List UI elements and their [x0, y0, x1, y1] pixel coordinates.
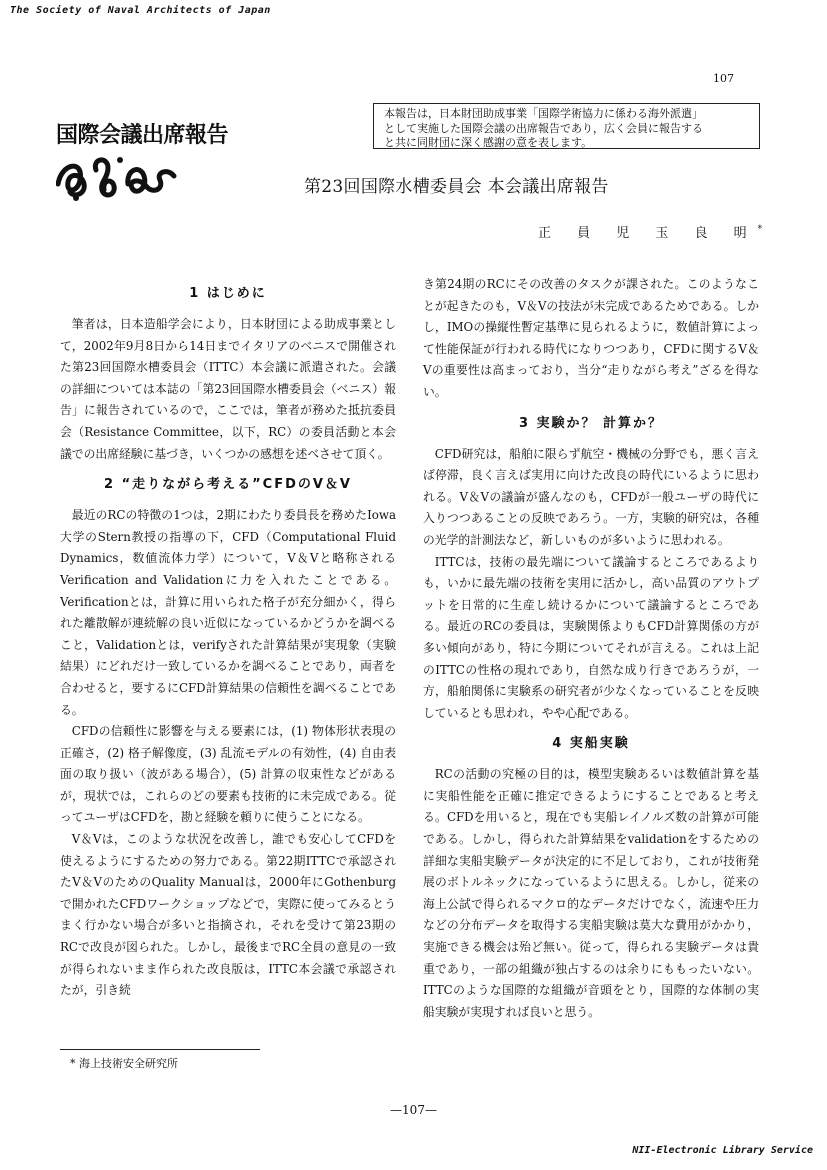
notice-line: として実施した国際会議の出席報告であり，広く会員に報告する: [384, 121, 703, 135]
footnote: [70, 1055, 178, 1071]
notice-line: と共に同財団に深く感謝の意を表します。: [384, 136, 593, 149]
society-header: The Society of Naval Architects of Japan: [10, 5, 271, 16]
section-heading: 4 実船実験: [552, 736, 630, 752]
author-footnote-mark: *: [757, 224, 763, 235]
article-title: 第23回国際水槽委員会 本会議出席報告: [304, 177, 609, 197]
body-paragraph: 最近のRCの特徴の1つは，2期にわたり委員長を務めたIowa大学のStern教授の指導の下，CFD（Computational Fluid Dynamics，数値流体力学）について，V＆Vと略称されるVerification and Validationに力を入れたことである。Verificationとは，計算に用いられた格子が充分細かく，得られた離散解が連続解の良い近似になっているかどうかを調べること，Validationとは，verifyされた計算結果が実現象（実験結果）にどれだけ一致しているかを調べることであり，両者を合わせると，要するにCFD計算結果の信頼性を調べることである。: [60, 508, 396, 717]
body-paragraph: ITTCは，技術の最先端について議論するところであるよりも，いかに最先端の技術を実用に活かし，高い品質のアウトプットを日常的に生産し続けるかについて議論するところである。最近のRCの委員は，実験関係よりもCFD計算関係の方が多い傾向があり，特に今期についてそれが言える。これは上記のITTCの性格の現れであり，自然な成り行きであろうが，一方，船舶関係に実験系の研究者が少なくなっていることを反映しているとも思われ，やや心配である。: [423, 554, 759, 720]
left-column: [60, 274, 396, 1002]
footnote-text: 海上技術安全研究所: [79, 1057, 178, 1070]
footnote-divider: [60, 1049, 260, 1050]
right-column: [423, 274, 759, 1023]
logo-swash-decoration: [56, 150, 181, 202]
library-footer: NII-Electronic Library Service: [632, 1145, 813, 1156]
page-number: 107: [713, 72, 734, 85]
body-paragraph-continued: き第24期のRCにその改善のタスクが課された。このようなことが起きたのも，V＆Vの技法が未完成であるためである。しかし，IMOの操縦性暫定基準に見られるように，数値計算によって性能保証が行われる時代になりつつあり，CFDに関するV＆Vの重要性は高まっており，当分“走りながら考え”ざるを得ない。: [423, 277, 759, 399]
author-byline: [538, 222, 762, 241]
author-name: 正 員 児 玉 良 明: [538, 226, 758, 241]
section-heading: 3 実験か？ 計算か？: [518, 415, 664, 431]
section-heading: 2 “走りながら考える”CFDのV＆V: [104, 477, 352, 493]
body-paragraph: RCの活動の究極の目的は，模型実験あるいは数値計算を基に実船性能を正確に推定できるようにすることであると考える。CFDを用いると，現在でも実船レイノルズ数の計算が可能である。しかし，得られた計算結果をvalidationをするための詳細な実船実験データが決定的に不足しており，これが技術発展のボトルネックになっているように思える。しかし，従来の海上公試で得られるマクロ的なデータだけでなく，流速や圧力などの分布データを取得する実船実験は莫大な費用がかかり，実施できる機会は殆ど無い。従って，得られる実験データは貴重であり，一部の組織が独占するのは余りにももったいない。ITTCのような国際的な組織が音頭をとり，国際的な体制の実船実験が実現すれば良いと思う。: [423, 767, 759, 1019]
page-number-bottom: —107—: [390, 1103, 437, 1117]
body-paragraph: CFD研究は，船舶に限らず航空・機械の分野でも，悪く言えば停滞，良く言えば実用に向けた改良の時代にいるように思われる。V＆Vの議論が盛んなのも，CFDが一般ユーザの時代に入りつつあることの反映であろう。一方，実験的研究は，各種の光学的計測法など，新しいものが多いように思われる。: [423, 446, 759, 547]
body-paragraph: V＆Vは，このような状況を改善し，誰でも安心してCFDを使えるようにするための努力である。第22期ITTCで承認されたV＆VのためのQuality Manualは，2000年にGothenburgで開かれたCFDワークショップなどで，実際に使ってみるとうまく行かない場合が多いと指摘され，それを受けて第23期のRCで改良が図られた。しかし，最後までRC全員の意見の一致が得られないまま作られた改良版は，ITTC本会議で承認されたが，引き続: [60, 832, 396, 998]
notice-line: 本報告は，日本財団助成事業「国際学術協力に係わる海外派遣」: [384, 107, 703, 120]
footnote-mark: *: [70, 1057, 76, 1070]
funding-notice-box: [373, 103, 760, 149]
body-paragraph: CFDの信頼性に影響を与える要素には，(1) 物体形状表現の正確さ，(2) 格子解像度，(3) 乱流モデルの有効性，(4) 自由表面の取り扱い（波がある場合），(5) 計算の収束性などがあるが，現状では，これらのどの要素も技術的に未完成である。従ってユーザはCFDを，勘と経験を頼りに使うことになる。: [60, 724, 396, 825]
report-logo: [56, 118, 229, 218]
logo-title: 国際会議出席報告: [56, 123, 229, 148]
body-paragraph: 筆者は，日本造船学会により，日本財団による助成事業として，2002年9月8日から14日までイタリアのベニスで開催された第23回国際水槽委員会（ITTC）本会議に派遣された。会議の詳細については本誌の「第23回国際水槽委員会（ベニス）報告」に報告されているので，ここでは，筆者が務めた抵抗委員会（Resistance Committee，以下，RC）の委員活動と本会議での出席経験に基づき，いくつかの感想を述べさせて頂く。: [60, 317, 396, 461]
section-heading: 1 はじめに: [189, 286, 267, 301]
